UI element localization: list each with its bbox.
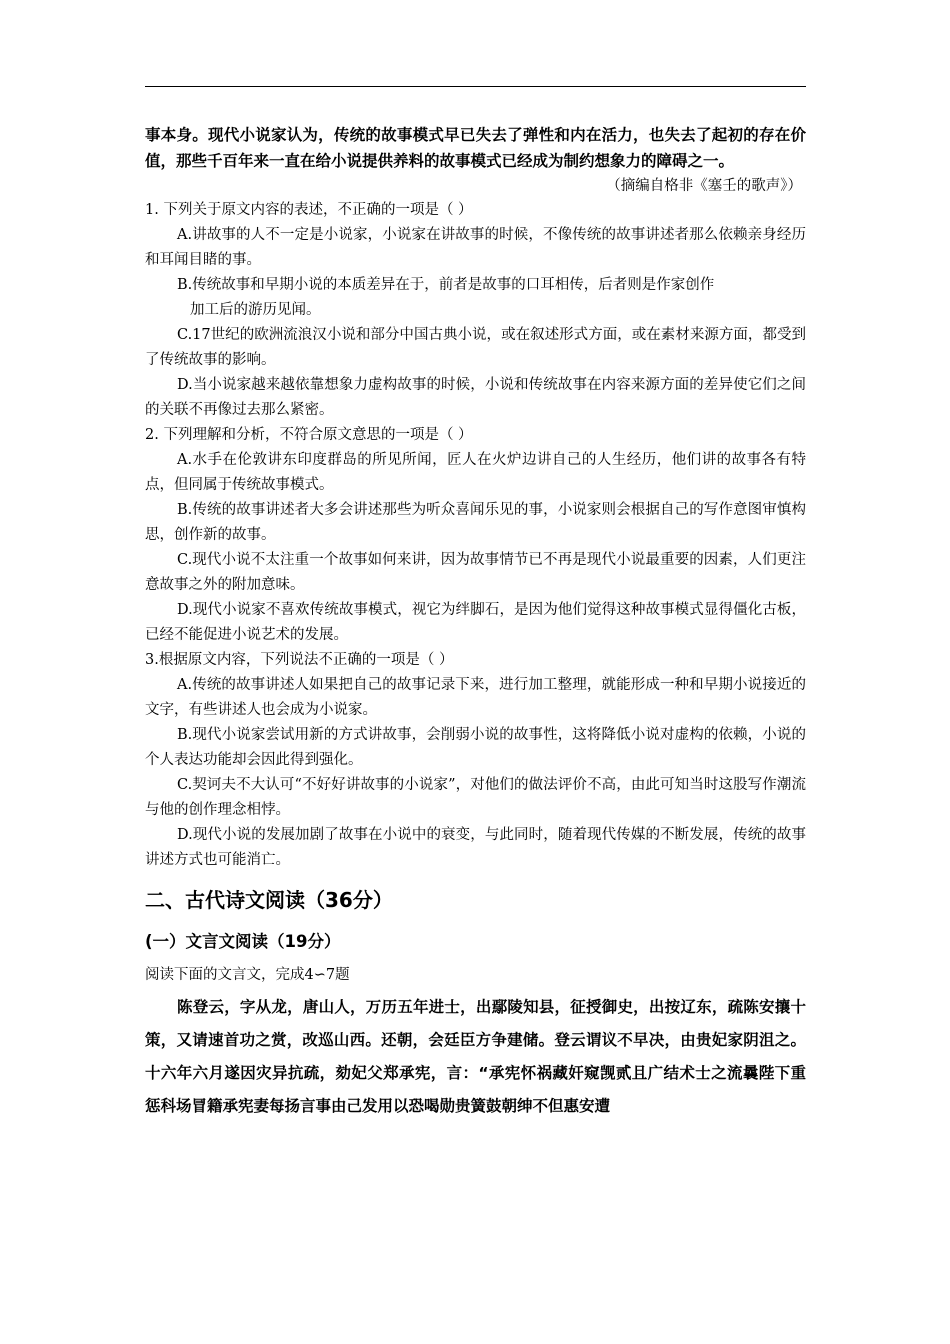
- subsection-1-title: (一）文言文阅读（19分）: [145, 932, 341, 951]
- question-1-option-c: C.17世纪的欧洲流浪汉小说和部分中国古典小说，或在叙述形式方面，或在素材来源方面，都受到了传统故事的影响。: [145, 327, 806, 368]
- question-2-option-b: B.传统的故事讲述者大多会讲述那些为听众喜闻乐见的事，小说家则会根据自己的写作意图审慎构思，创作新的故事。: [145, 502, 806, 543]
- classical-intro: 阅读下面的文言文，完成4∽7题: [145, 967, 350, 983]
- question-3-stem: 3.根据原文内容，下列说法不正确的一项是（ ）: [145, 652, 454, 668]
- question-1-stem: 1. 下列关于原文内容的表述，不正确的一项是（ ）: [145, 202, 473, 218]
- page-content: [145, 122, 806, 1123]
- section-2-title: 二、古代诗文阅读（36分）: [145, 888, 393, 912]
- question-3-option-b: B.现代小说家尝试用新的方式讲故事，会削弱小说的故事性，这将降低小说对虚构的依赖，小说的个人表达功能却会因此得到强化。: [145, 727, 806, 768]
- question-1-option-d: D.当小说家越来越依靠想象力虚构故事的时候，小说和传统故事在内容来源方面的差异使它们之间的关联不再像过去那么紧密。: [145, 377, 806, 418]
- question-1-option-b: [145, 273, 806, 323]
- question-2-option-d: D.现代小说家不喜欢传统故事模式，视它为绊脚石，是因为他们觉得这种故事模式显得僵化古板，已经不能促进小说艺术的发展。: [145, 602, 806, 643]
- classical-text: 陈登云，字从龙，唐山人，万历五年进士，出鄢陵知县，征授御史，出按辽东，疏陈安攘十策，又请速首功之赏，改巡山西。还朝，会廷臣方争建储。登云谓议不早决，由贵妃家阴沮之。十六年六月遂因灾异抗疏，劾妃父郑承宪，言：“承宪怀祸藏奸窥觊贰且广结术士之流曩陛下重惩科场冒籍承宪妻每扬言事由己发用以恐喝勋贵簧鼓朝绅不但惠安遭: [145, 998, 806, 1115]
- passage-tail: 事本身。现代小说家认为，传统的故事模式早已失去了弹性和内在活力，也失去了起初的存在价值，那些千百年来一直在给小说提供养料的故事模式已经成为制约想象力的障碍之一。: [145, 126, 806, 170]
- question-1-option-a: A.讲故事的人不一定是小说家，小说家在讲故事的时候，不像传统的故事讲述者那么依赖亲身经历和耳闻目睹的事。: [145, 227, 806, 268]
- header-rule: [145, 86, 806, 87]
- passage-source: （摘编自格非《塞壬的歌声》）: [606, 178, 802, 194]
- question-2-stem: 2. 下列理解和分析，不符合原文意思的一项是（ ）: [145, 427, 473, 443]
- question-3-option-a: A.传统的故事讲述人如果把自己的故事记录下来，进行加工整理，就能形成一种和早期小说接近的文字，有些讲述人也会成为小说家。: [145, 677, 806, 718]
- question-2-option-c: C.现代小说不太注重一个故事如何来讲，因为故事情节已不再是现代小说最重要的因素，人们更注意故事之外的附加意味。: [145, 552, 806, 593]
- question-1-option-b-text: B.传统故事和早期小说的本质差异在于，前者是故事的口耳相传，后者则是作家创作: [177, 277, 715, 293]
- question-1-option-b-continuation: 加工后的游历见闻。: [190, 302, 321, 318]
- question-2-option-a: A.水手在伦敦讲东印度群岛的所见所闻，匠人在火炉边讲自己的人生经历，他们讲的故事各有特点，但同属于传统故事模式。: [145, 452, 806, 493]
- question-3-option-c: C.契诃夫不大认可“不好好讲故事的小说家”，对他们的做法评价不高，由此可知当时这股写作潮流与他的创作理念相悖。: [145, 777, 806, 818]
- question-3-option-d: D.现代小说的发展加剧了故事在小说中的衰变，与此同时，随着现代传媒的不断发展，传统的故事讲述方式也可能消亡。: [145, 827, 806, 868]
